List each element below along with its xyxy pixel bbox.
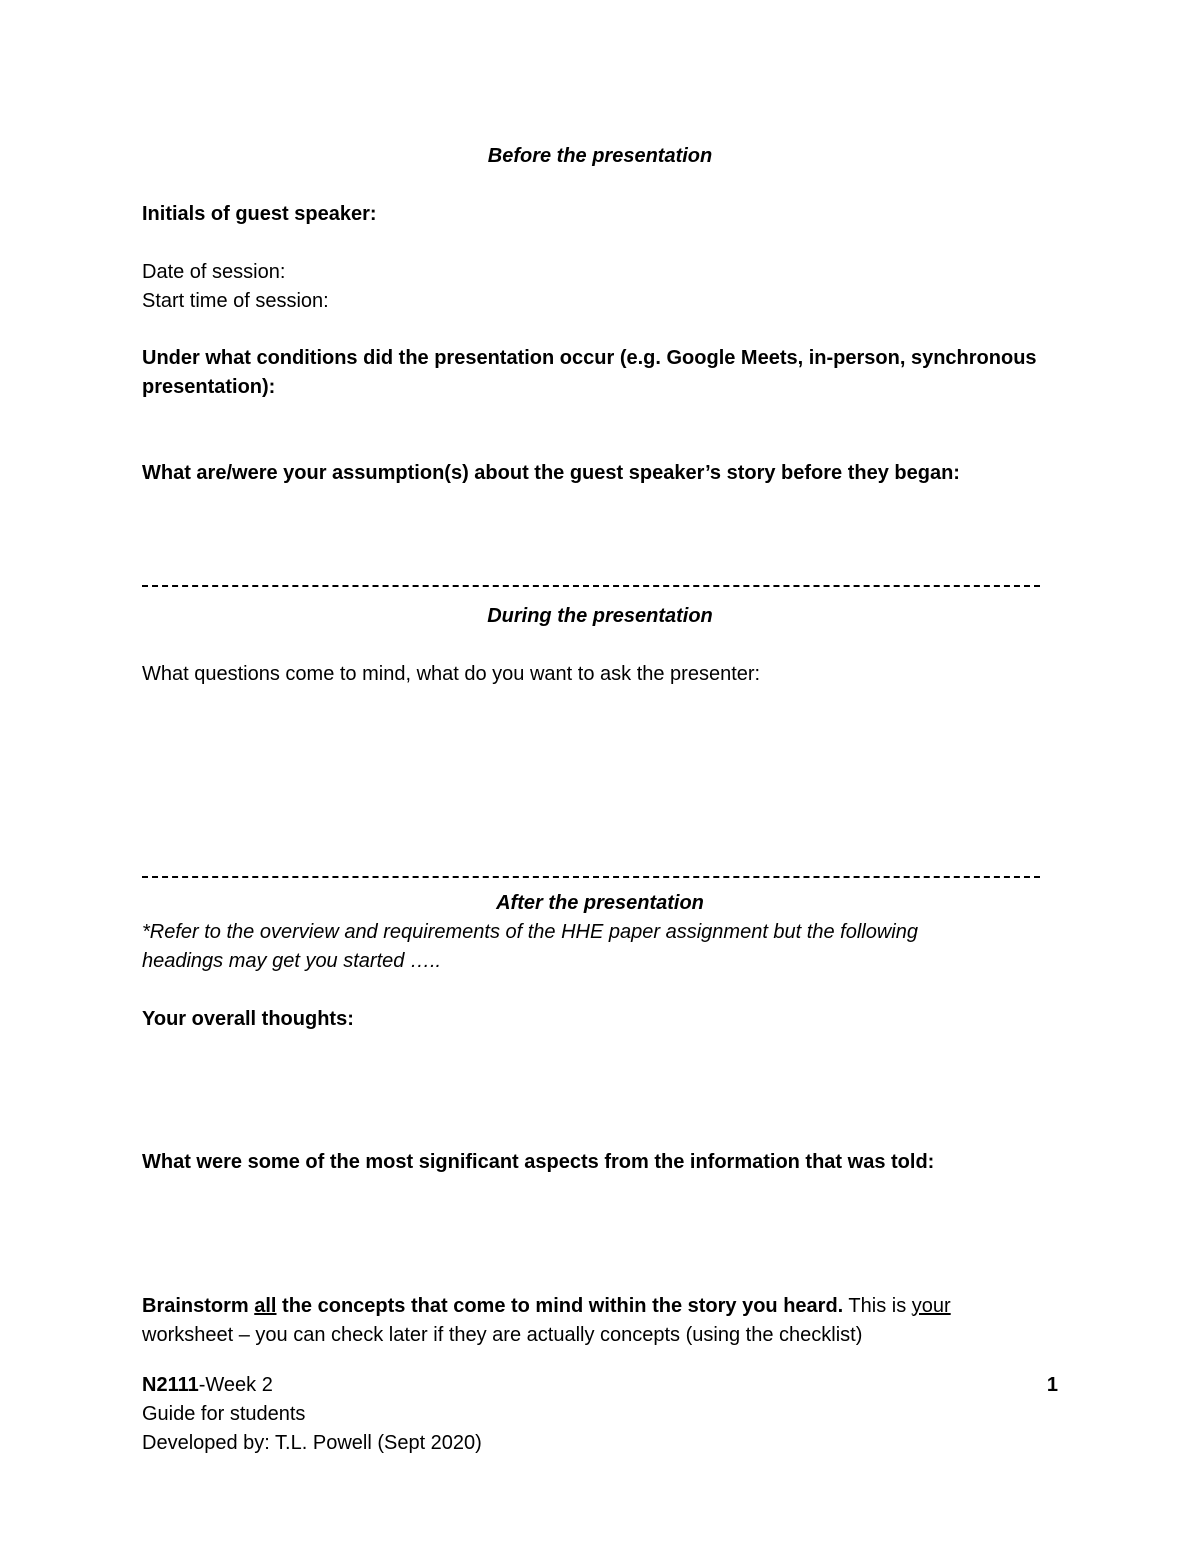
footer-week: -Week 2: [198, 1374, 273, 1396]
conditions-label-line2: presentation):: [142, 376, 276, 398]
during-heading: During the presentation: [487, 605, 713, 627]
conditions-label-line1: Under what conditions did the presentation occur (e.g. Google Meets, in-person, synchronous: [142, 347, 1037, 369]
significant-aspects-label: What were some of the most significant aspects from the information that was told:: [142, 1151, 935, 1173]
footer-course-code: N2111: [142, 1374, 199, 1396]
initials-label: Initials of guest speaker:: [142, 203, 377, 225]
start-time-label: Start time of session:: [142, 290, 329, 312]
brainstorm-your: your: [911, 1295, 951, 1317]
brainstorm-this-is: This is: [843, 1295, 912, 1317]
section-divider: [142, 876, 1040, 878]
assumptions-label: What are/were your assumption(s) about the guest speaker’s story before they began:: [142, 462, 960, 484]
section-divider: [142, 585, 1040, 587]
after-heading: After the presentation: [496, 892, 704, 914]
after-note-line2: headings may get you started …..: [142, 950, 442, 972]
brainstorm-line2: worksheet – you can check later if they are actually concepts (using the checklist): [142, 1324, 863, 1346]
overall-thoughts-label: Your overall thoughts:: [142, 1008, 354, 1030]
brainstorm-text-end: the concepts that come to mind within the story you heard.: [276, 1295, 844, 1317]
footer-guide: Guide for students: [142, 1403, 306, 1425]
before-heading: Before the presentation: [487, 145, 713, 167]
brainstorm-line1: [142, 1292, 951, 1321]
questions-label: What questions come to mind, what do you want to ask the presenter:: [142, 663, 761, 685]
footer-developed-by: Developed by: T.L. Powell (Sept 2020): [142, 1432, 482, 1454]
page-number: 1: [1046, 1374, 1058, 1396]
date-label: Date of session:: [142, 261, 286, 283]
footer-course: [142, 1371, 273, 1400]
brainstorm-all: all: [254, 1295, 277, 1317]
brainstorm-text-start: Brainstorm: [142, 1295, 255, 1317]
after-note-line1: *Refer to the overview and requirements of the HHE paper assignment but the following: [142, 921, 918, 943]
